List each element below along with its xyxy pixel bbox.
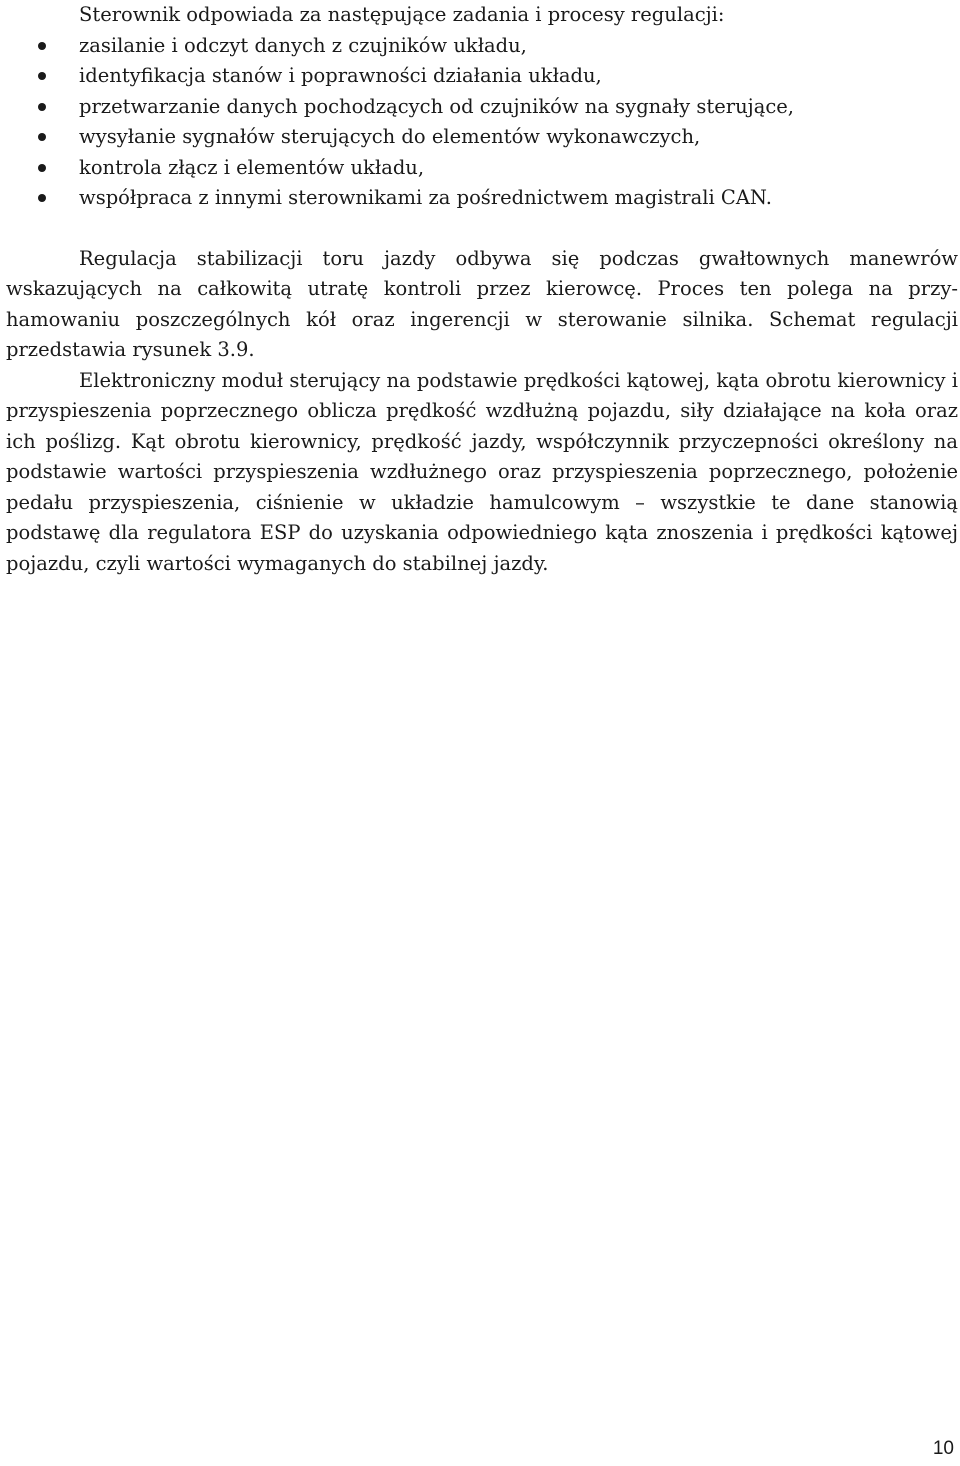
intro-line: Sterownik odpowiada za następujące zadania i procesy regulacji: <box>79 3 725 26</box>
paragraph-stabilization: Regulacja stabilizacji toru jazdy odbywa się podczas gwałtownych manewrów wskazujących na całkowitą utratę kontroli przez kierowcę. Proces ten polega na przyhamowaniu poszczególnych kół oraz ingerencji w sterowanie silnika. Schemat regulacji przedstawia rysunek 3.9. <box>6 246 958 361</box>
list-item-text: współpraca z innymi sterownikami za pośrednictwem magistrali CAN. <box>79 186 772 209</box>
list-item <box>6 31 958 62</box>
paragraph-control-module: Elektroniczny moduł sterujący na podstawie prędkości kątowej, kąta obrotu kierownicy i przyspieszenia poprzecznego oblicza prędkość wzdłużną pojazdu, siły działające na koła oraz ich poślizg. Kąt obrotu kierownicy, prędkość jazdy, współczynnik przyczepności określony na podstawie wartości przyspieszenia wzdłużnego oraz przyspieszenia poprzecznego, położenie pedału przyspieszenia, ciśnienie w układzie hamulcowym – wszystkie te dane stanowią podstawę dla regulatora ESP do uzyskania odpowiedniego kąta znoszenia i prędkości kątowej pojazdu, czyli wartości wymaganych do stabilnej jazdy. <box>6 368 958 575</box>
bullet-icon <box>38 164 46 172</box>
page-content <box>6 0 958 579</box>
bullet-icon <box>38 72 46 80</box>
bullet-icon <box>38 194 46 202</box>
bullet-icon <box>38 42 46 50</box>
bullet-icon <box>38 103 46 111</box>
list-item <box>6 153 958 184</box>
list-item-text: kontrola złącz i elementów układu, <box>79 155 425 179</box>
list-item <box>6 61 958 92</box>
bullet-icon <box>38 133 46 141</box>
list-item-text: wysyłanie sygnałów sterujących do elementów wykonawczych, <box>79 125 701 148</box>
task-list <box>6 31 958 214</box>
page-number: 10 <box>932 1438 954 1459</box>
list-item-text: przetwarzanie danych pochodzących od czujników na sygnały sterujące, <box>79 94 794 118</box>
list-item-text: identyfikacja stanów i poprawności działania układu, <box>79 64 602 87</box>
list-item <box>6 122 958 153</box>
list-item <box>6 92 958 123</box>
list-item-text: zasilanie i odczyt danych z czujników układu, <box>79 33 527 57</box>
list-item <box>6 183 958 214</box>
